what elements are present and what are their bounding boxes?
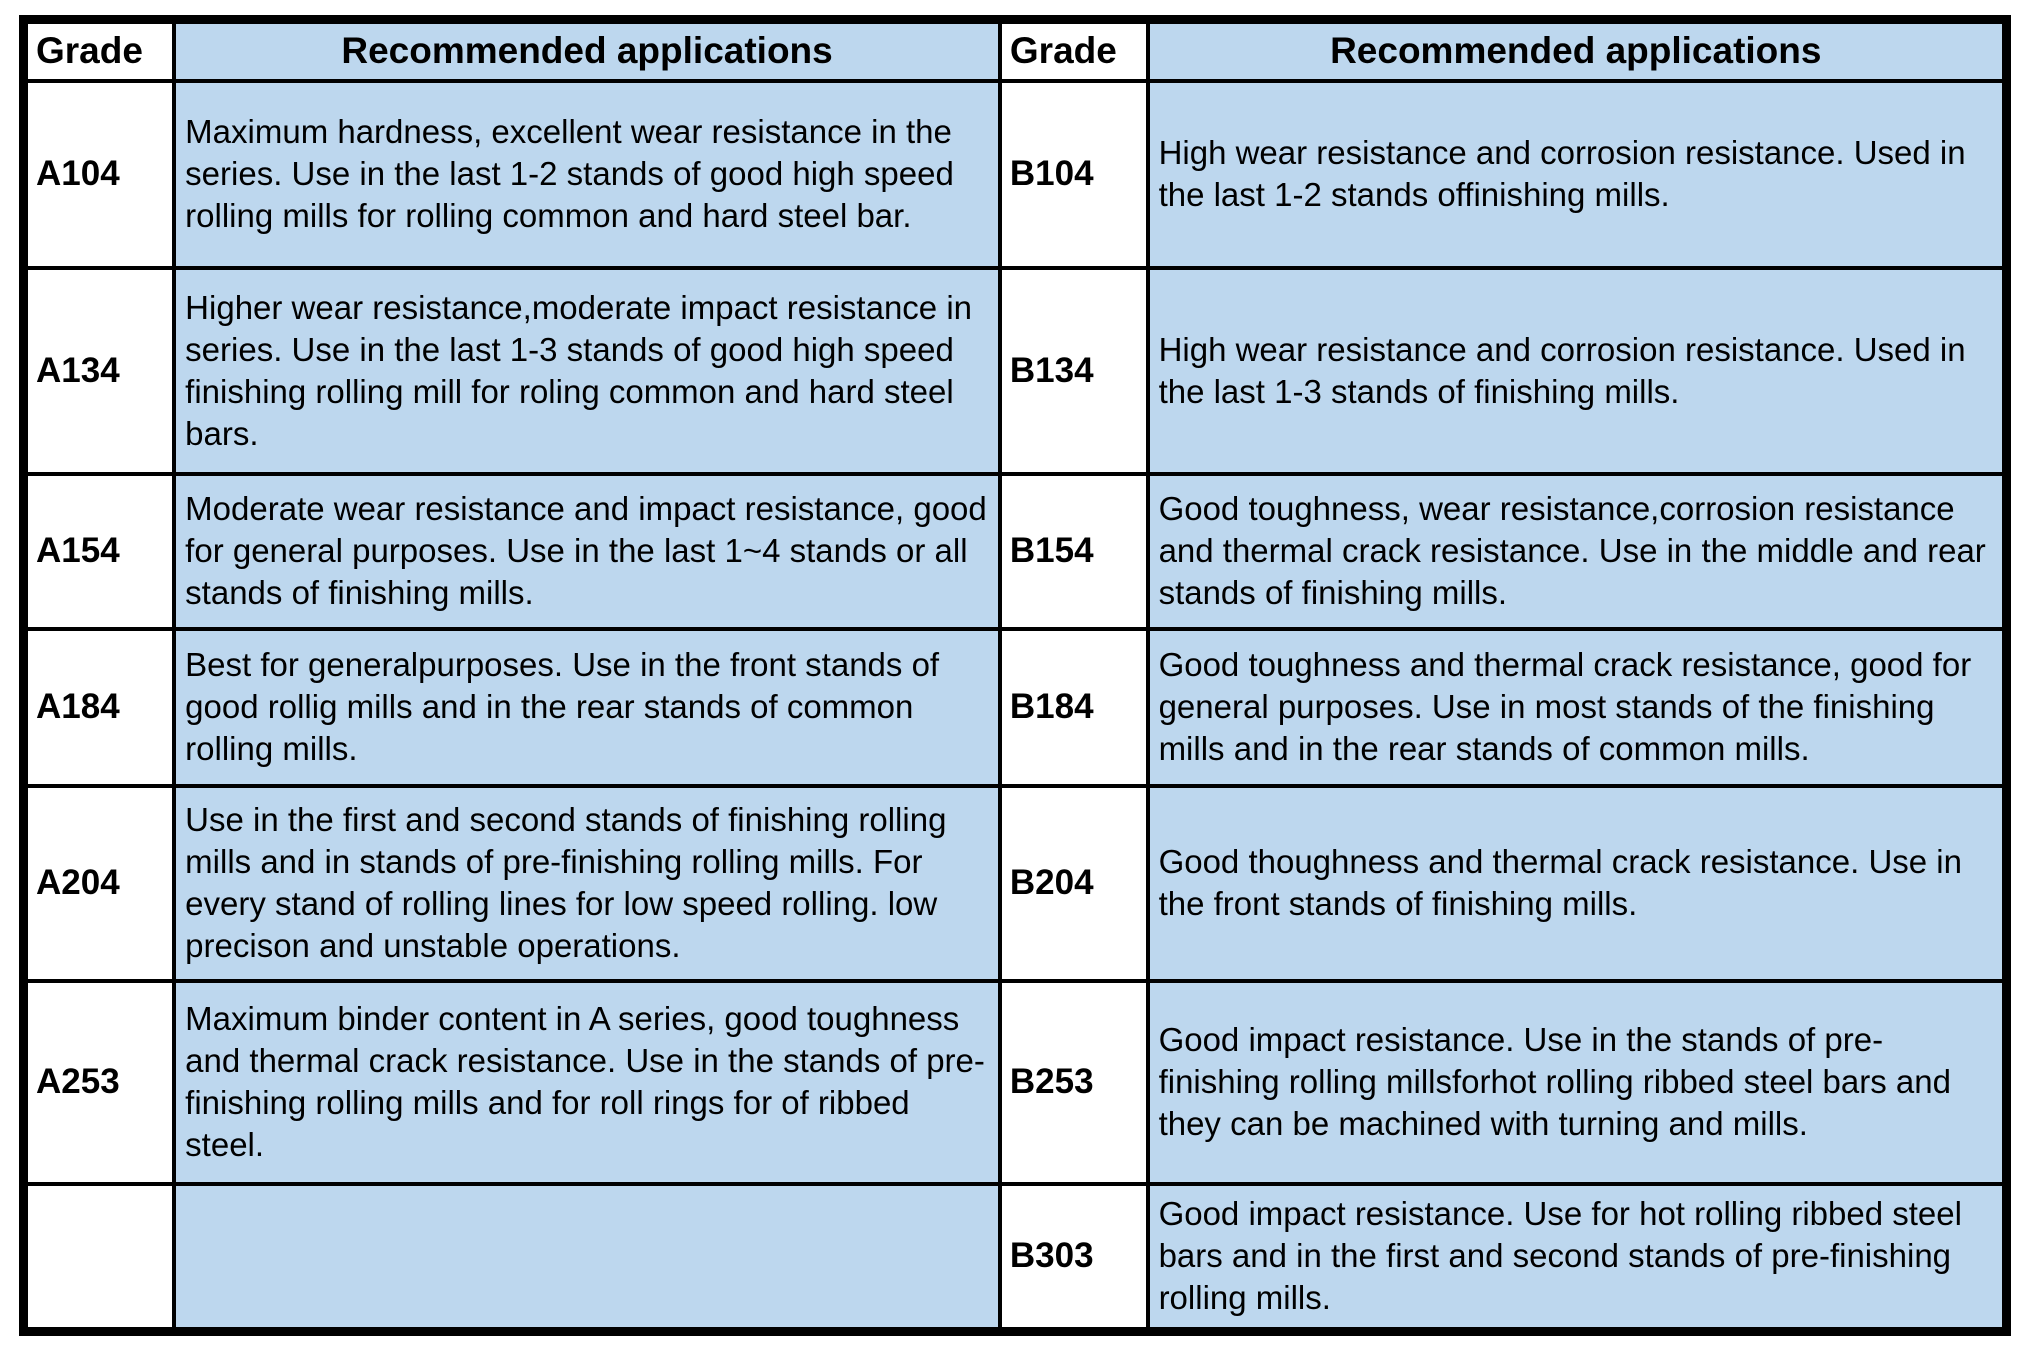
header-applications-right: Recommended applications (1148, 20, 2007, 81)
application-b-cell: Good toughness, wear resistance,corrosion resistance and thermal crack resistance. Use in the middle and rear stands of finishing mills. (1148, 474, 2007, 629)
grade-b-cell: B104 (1000, 81, 1148, 268)
header-grade-right: Grade (1000, 20, 1148, 81)
application-a-cell: Maximum binder content in A series, good toughness and thermal crack resistance. Use in the stands of pre-finishing rolling mills and for roll rings for of ribbed steel. (174, 981, 1000, 1184)
application-a-cell: Moderate wear resistance and impact resistance, good for general purposes. Use in the last 1~4 stands or all stands of finishing mills. (174, 474, 1000, 629)
table-row (24, 81, 2007, 268)
grade-a-cell: A253 (24, 981, 175, 1184)
application-a-cell (174, 1184, 1000, 1332)
application-b-cell: Good impact resistance. Use for hot rolling ribbed steel bars and in the first and second stands of pre-finishing rolling mills. (1148, 1184, 2007, 1332)
application-a-cell: Higher wear resistance,moderate impact resistance in series. Use in the last 1-3 stands of good high speed finishing rolling mill for roling common and hard steel bars. (174, 268, 1000, 474)
grade-a-cell: A204 (24, 786, 175, 981)
table-row (24, 268, 2007, 474)
table-row (24, 981, 2007, 1184)
application-b-cell: Good impact resistance. Use in the stands of pre-finishing rolling millsforhot rolling ribbed steel bars and they can be machined with turning and mills. (1148, 981, 2007, 1184)
grade-b-cell: B154 (1000, 474, 1148, 629)
header-applications-left: Recommended applications (174, 20, 1000, 81)
application-b-cell: High wear resistance and corrosion resistance. Used in the last 1-2 stands offinishing mills. (1148, 81, 2007, 268)
grade-a-cell: A184 (24, 629, 175, 786)
header-row (24, 20, 2007, 81)
grade-b-cell: B134 (1000, 268, 1148, 474)
grade-a-cell: A154 (24, 474, 175, 629)
application-a-cell: Use in the first and second stands of finishing rolling mills and in stands of pre-finishing rolling mills. For every stand of rolling lines for low speed rolling. low precison and unstable operations. (174, 786, 1000, 981)
application-b-cell: Good thoughness and thermal crack resistance. Use in the front stands of finishing mills. (1148, 786, 2007, 981)
grade-b-cell: B204 (1000, 786, 1148, 981)
application-b-cell: High wear resistance and corrosion resistance. Used in the last 1-3 stands of finishing mills. (1148, 268, 2007, 474)
application-a-cell: Best for generalpurposes. Use in the front stands of good rollig mills and in the rear stands of common rolling mills. (174, 629, 1000, 786)
grade-b-cell: B303 (1000, 1184, 1148, 1332)
table-row (24, 629, 2007, 786)
table-row (24, 1184, 2007, 1332)
grade-b-cell: B253 (1000, 981, 1148, 1184)
grade-b-cell: B184 (1000, 629, 1148, 786)
table-row (24, 786, 2007, 981)
grade-applications-table (19, 15, 2011, 1336)
grade-a-cell: A104 (24, 81, 175, 268)
grade-a-cell (24, 1184, 175, 1332)
application-a-cell: Maximum hardness, excellent wear resistance in the series. Use in the last 1-2 stands of good high speed rolling mills for rolling common and hard steel bar. (174, 81, 1000, 268)
header-grade-left: Grade (24, 20, 175, 81)
grade-a-cell: A134 (24, 268, 175, 474)
table-row (24, 474, 2007, 629)
application-b-cell: Good toughness and thermal crack resistance, good for general purposes. Use in most stands of the finishing mills and in the rear stands of common mills. (1148, 629, 2007, 786)
